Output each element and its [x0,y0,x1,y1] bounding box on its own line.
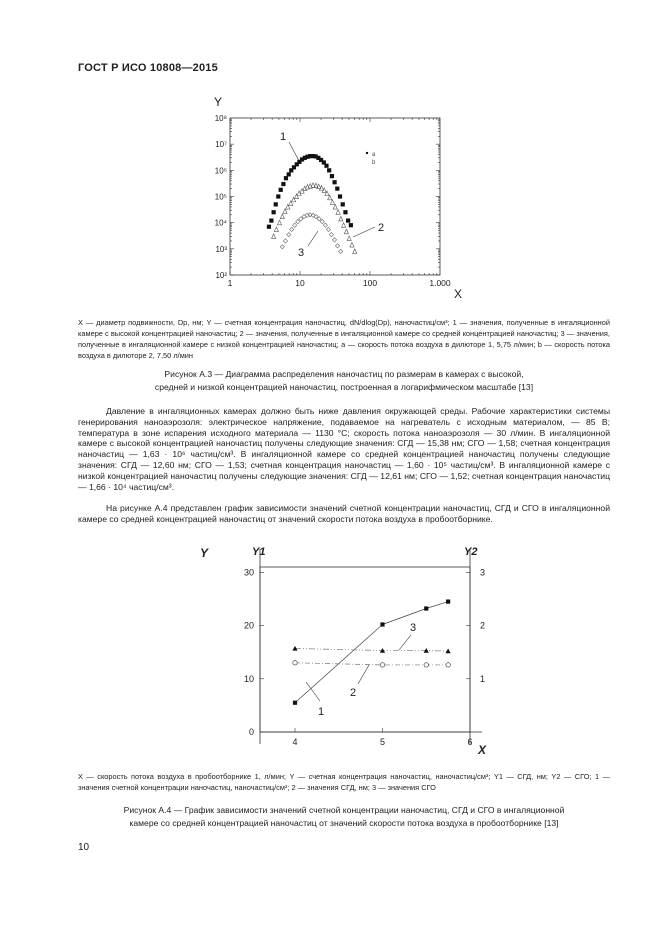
chart1-series-1-point [267,225,271,229]
chart1-x-tick-label: 1.000 [429,278,451,288]
chart1-series-1-point [341,202,345,206]
chart2-y2-axis-label: Y2 [464,546,478,558]
chart1-frame [230,118,440,275]
figure-a3-caption [78,368,610,394]
chart2-y2-tick-label: 2 [480,620,486,631]
document-header: ГОСТ Р ИСО 10808—2015 [78,62,218,74]
figure-a3-chart [200,88,470,313]
chart2-y-tick-label: 10 [243,673,254,684]
chart1-annotation-3: 3 [298,247,305,259]
chart1-y-axis-label: Y [214,95,223,109]
chart2-leader-3 [399,635,411,650]
chart1-series-3-point [335,244,339,248]
figure-a4-legend: X — скорость потока воздуха в пробоотборнике 1, л/мин; Y — счетная концентрация наночастиц, наночастиц/см³; Y1 — СГД, нм; Y2 — СГО; 1 — значения счетной концентрации наночастиц, наночастиц/см³; 2 — значения СГД, нм; 3 — значения СГО [78,772,610,792]
chart1-series-1-point [281,182,285,186]
chart2-annotation-1: 1 [318,706,325,718]
chart1-y-tick-label: 10³ [215,244,227,254]
chart1-series-2-point [294,194,298,199]
chart1-series-1-point [346,218,350,222]
chart2-frame [260,567,470,732]
figure-a4-caption-line1: Рисунок А.4 — График зависимости значений счетной концентрации наночастиц, СГД и СГО в ингаляционной [123,805,565,815]
chart2-x-tick-label: 5 [379,737,386,747]
chart2-y-tick-label: 0 [248,727,254,737]
figure-a3-caption-line1: Рисунок А.3 — Диаграмма распределения наночастиц по размерам в камерах с высокой, [164,369,524,379]
chart1-x-axis-label: X [454,287,463,301]
chart1-series-2-point [336,210,340,215]
chart1-series-2-point [319,186,323,191]
figure-a4-caption [78,804,610,830]
chart1-legend-b: b [372,160,376,166]
chart1-series-2-point [339,216,343,221]
chart2-annotation-2: 2 [350,687,357,699]
chart1-series-2-point [342,223,346,228]
chart2-series-1-point [380,622,384,626]
figure-a4-chart [180,535,510,765]
chart1-series-1-point [324,164,328,168]
chart1-series-3-point [290,227,294,231]
chart1-series-1-point [343,210,347,214]
body-paragraph-2: На рисунке А.4 представлен график зависимости значений счетной концентрации наночастиц, СГД и СГО в ингаляционной камере со средней концентрацией наночастиц от значений скорости потока воздуха в пробоотборнике. [78,503,610,524]
chart1-series-1-point [330,174,334,178]
chart1-annotation-2: 2 [378,222,385,234]
chart2-series-2-point [293,661,297,665]
chart1-y-tick-label: 10⁸ [214,114,227,123]
chart1-series-1-point [274,202,278,206]
chart1-x-tick-label: 1 [227,278,233,288]
chart1-series-2-point [353,249,357,254]
chart1-series-2-point [347,236,351,241]
chart1-series-1-point [269,218,273,222]
chart2-y-axis-label: Y [200,546,209,560]
chart1-leader-1 [289,142,299,161]
chart1-annotation-1: 1 [280,131,287,143]
chart1-series-2-point [280,214,284,219]
chart2-x-tick-label: 4 [292,737,298,747]
chart1-series-1-point [335,187,339,191]
body-paragraph-1: Давление в ингаляционных камерах должно быть ниже давления окружающей среды. Рабочие характеристики системы генерирования наноаэрозоля: электрическое напряжение, подаваемое на нагреватель с исходным материалом, — 85 В; температура в зоне испарения исходного материала — 1130 °С; скорость потока наноаэрозоля — 30 л/мин. В ингаляционной камере с высокой концентрацией наночастиц получены следующие значения: СГД — 15,38 нм; СГО — 1,58; счетная концентрация наночастиц — 1,63 · 10⁶ частиц/см³. В ингаляционной камере со средней концентрацией наночастиц получены следующие значения: СГД — 12,60 нм; СГО — 1,53; счетная концентрация наночастиц — 1,60 · 10⁵ частиц/см³. В ингаляционной камере с низкой концентрацией наночастиц получены следующие значения: СГД — 12,61 нм; СГО — 1,52; счетная концентрация наночастиц — 1,66 · 10⁴ частиц/см³. [78,406,610,492]
chart1-series-1-point [287,172,291,176]
chart2-annotation-3: 3 [410,622,417,634]
chart2-leader-1 [306,682,320,701]
chart1-series-3-point [296,219,300,223]
chart2-y-tick-label: 20 [243,620,254,631]
chart1-series-2-point [344,229,348,234]
chart1-series-2-point [330,200,334,205]
chart1-series-2-point [277,220,281,225]
chart1-series-3-point [332,238,336,242]
chart1-x-tick-label: 100 [362,278,378,288]
chart1-series-3-point [329,232,333,236]
chart1-series-2-point [274,227,278,232]
chart2-series-1-point [424,606,428,610]
chart1-series-3-point [293,223,297,227]
chart1-series-3-point [326,227,330,231]
chart2-x-axis-label: X [478,743,487,757]
chart1-series-1-point [327,168,331,172]
chart1-series-3-point [323,223,327,227]
chart2-series-1-point [293,701,297,705]
chart1-series-2-point [350,243,354,248]
chart1-y-tick-label: 10² [215,271,227,280]
chart1-series-3-point [287,232,291,236]
chart1-series-1-point [338,194,342,198]
chart1-y-tick-label: 10⁵ [214,192,227,202]
chart1-legend-a: a [372,152,376,158]
figure-a3-caption-line2: средней и низкой концентрацией наночастиц, построенная в логарифмическом масштабе [13] [154,382,534,392]
chart1-series-2-point [272,234,276,239]
chart2-series-1-point [446,599,450,603]
chart1-series-1-point [279,188,283,192]
chart1-series-2-point [325,191,329,196]
chart1-series-1-point [272,210,276,214]
chart1-leader-2 [353,227,375,237]
chart1-series-2-point [283,209,287,214]
chart2-x-tick-label: 6 [467,737,473,747]
chart2-y-tick-label: 30 [243,567,254,578]
chart1-series-1-point [284,176,288,180]
chart2-y2-tick-label: 3 [480,567,486,578]
chart1-leader-3 [308,231,318,246]
chart1-series-2-point [289,201,293,206]
chart1-series-3-point [338,249,342,253]
figure-a4-caption-line2: камере со средней концентрацией наночастиц от значений скорости потока воздуха в пробоотборнике [13] [129,818,559,828]
chart2-series-2-point [446,663,450,667]
chart1-series-2-point [333,204,337,209]
chart1-legend-marker-a [366,152,368,154]
chart1-series-1-point [276,194,280,198]
chart2-y1-axis-label: Y1 [252,546,266,558]
chart1-series-1-point [349,223,353,227]
page-number: 10 [78,842,90,853]
chart1-y-tick-label: 10⁴ [214,218,227,228]
chart1-series-2-point [291,197,295,202]
chart1-x-tick-label: 10 [295,278,305,288]
chart2-series-2-point [380,663,384,667]
figure-a3-legend: X — диаметр подвижности, Dp, нм; Y — счетная концентрация наночастиц, dN/dlog(Dp), наночастиц/см³; 1 — значения, полученные в ингаляционной камере с высокой концентрацией наночастиц; 2 — значения, полученные в ингаляционной камере со средней концентрацией наночастиц; 3 — значения, полученные в ингаляционной камере с низкой концентрацией наночастиц; a — скорость потока воздуха в дилюторе 1, 5,75 л/мин; b — скорость потока воздуха в дилюторе 2, 7,50 л/мин [78,318,610,360]
chart1-y-tick-label: 10⁷ [215,140,227,150]
chart1-y-tick-label: 10⁶ [214,166,227,176]
chart2-series-2-point [424,663,428,667]
chart2-y2-tick-label: 1 [480,673,486,684]
chart1-series-1-point [332,180,336,184]
chart2-leader-2 [358,665,369,684]
chart1-series-3-point [283,239,287,243]
chart1-series-3-point [320,219,324,223]
chart1-series-3-point [280,245,284,249]
